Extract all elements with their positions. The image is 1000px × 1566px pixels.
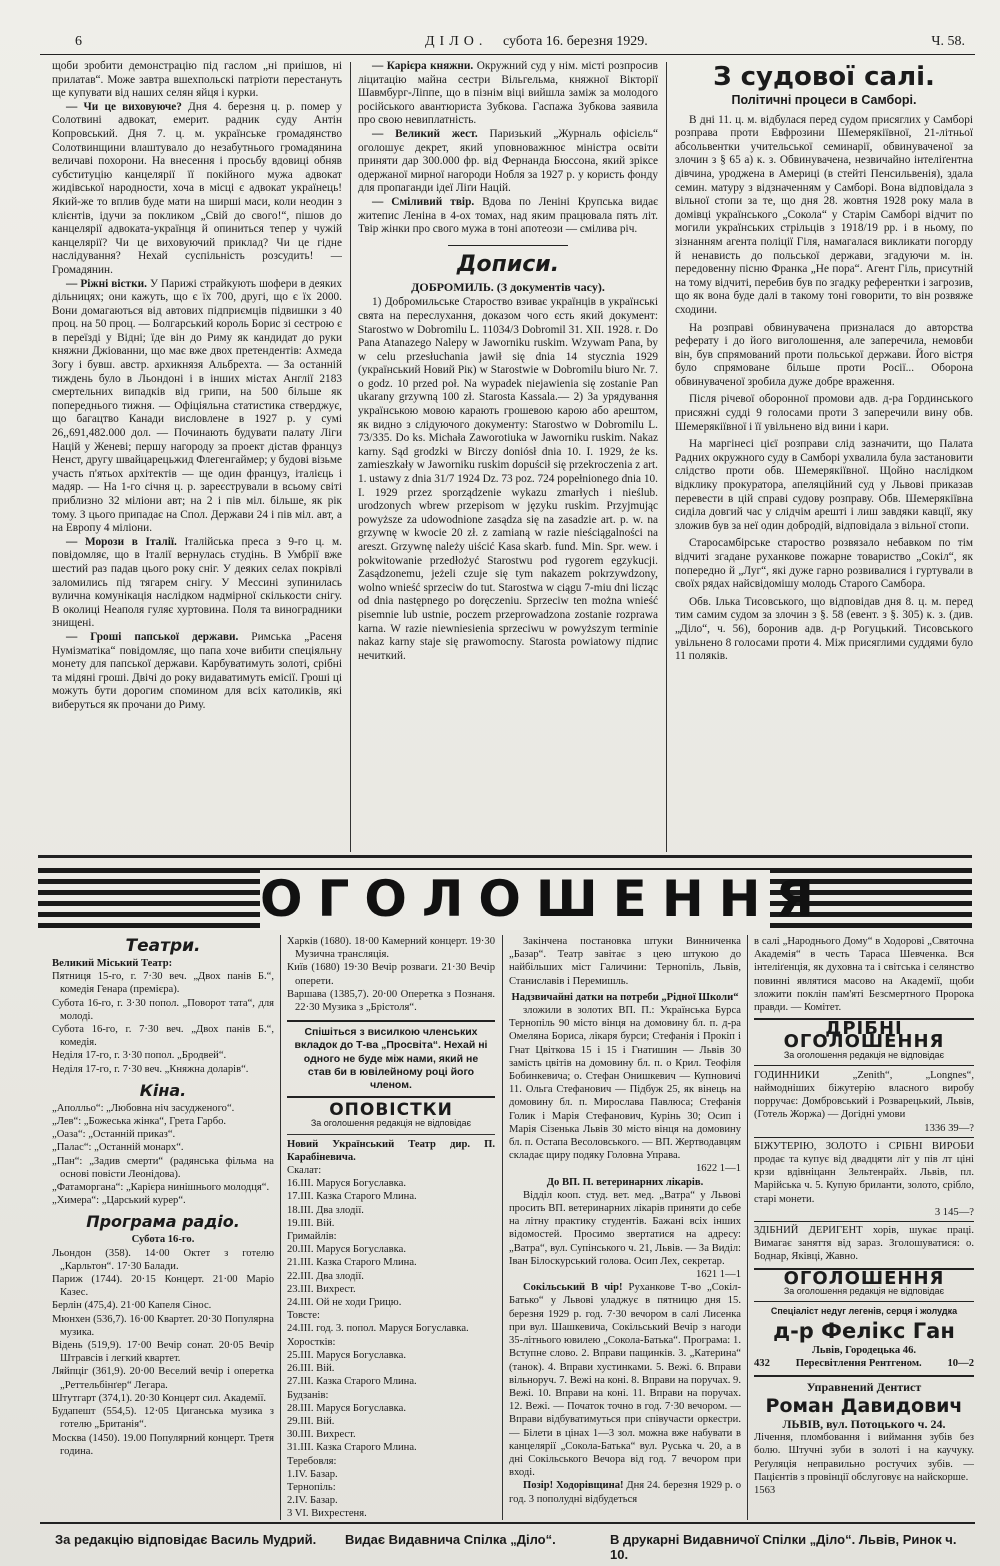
cinema-title: Кіна. bbox=[139, 1080, 187, 1100]
ad-jewelry: БІЖУТЕРІЮ, ЗОЛОТО і СРІБНІ ВИРОБИ продає та купує від двадцяти літ у пів лт ціні крзи вдівніцанн Зельтенрайх. Львів, пл. Марійська ч. 5. Купую бриланти, золото, срібло, старі монети. bbox=[754, 1140, 974, 1205]
doctor-hours: 10—2 bbox=[947, 1358, 974, 1370]
court-paragraph: На розправі обвинувачена призналася до авторства реферату і до його виголошення, але заперечила, немовби він, був спрямований проти польської держави. Його вістря було спрямоване більше проти Росії... Оборона обвинуваченої зробила дуже добре враження. bbox=[675, 321, 973, 388]
schedule-entry: Будзанів: bbox=[287, 1389, 329, 1401]
radio-listing: Варшава (1385,7). 20·00 Оперетка з Познаня. 22·30 Музика з „Брістоля“. bbox=[287, 988, 495, 1014]
ad-code: 1563 bbox=[754, 1484, 776, 1496]
radio-listing: Москва (1450). 19.00 Популярний концерт. Третя година. bbox=[52, 1432, 274, 1457]
schedule-entry: Скалат: bbox=[287, 1165, 322, 1177]
radio-listing: Париж (1744). 20·15 Концерт. 21·00 Маріо Казес. bbox=[52, 1274, 274, 1299]
classifieds-disclaimer: За оголошення редакція не відповідає bbox=[783, 1049, 945, 1060]
schedule-entry: 27.III. Казка Старого Млина. bbox=[287, 1376, 417, 1388]
radio-listing: Будапешт (554,5). 12·05 Циганська музика з готелю „Британія“. bbox=[52, 1406, 274, 1431]
court-title: З судової салі. bbox=[713, 62, 935, 92]
article-heading: — Гроші папської держави. bbox=[66, 630, 239, 643]
court-paragraph: В дні 11. ц. м. відбулася перед судом присяглих у Самборі розправа проти Евфрозини Шемерякіївної, 21-літньої абсольвентки учительської семинарії, обвинуваченої за злочин з § 65 а) к. з. Обвинувачена, незвичайно інтеліґентна дівчина, уроджена в Америці (в стейті Пенсильвенія), здала семин. матуру з відзначенням у Самборі. Вона відповідала з вільної стопи за те, що дня 28. жовтня 1928 року мала в домівці українського „Сокола“ у Старім Самборі відчит по могили українських стрільців з 1918/19 рр. і в ньому, по зізнанням агента поліції Гіля, намагалася викликати погорду й ненависть до польської держави, згадуючи м. ін. передовенну пісню Франка „Не пора“. Агент Гіль, присутній на тому відчиті, перебив був по згадку референтки і загрозив, що як вона буде далі в такому тоні говорити, то він розвяже сходини. bbox=[675, 113, 973, 316]
issue-number: Ч. 58. bbox=[931, 34, 965, 49]
column-notices bbox=[509, 935, 741, 1520]
ads-title: ОГОЛОШЕННЯ bbox=[783, 1267, 945, 1289]
article-heading: — Морози в Італії. bbox=[66, 535, 177, 548]
city-theatre: Великий Міський Театр: bbox=[52, 958, 173, 969]
article-tvir bbox=[358, 196, 658, 237]
notice-heading: До ВП. П. ветеринарних лікарів. bbox=[546, 1176, 704, 1188]
opovistky-title: ОПОВІСТКИ bbox=[329, 1100, 453, 1121]
schedule-entry: 1.IV. Базар. bbox=[287, 1468, 338, 1480]
article-rizhni-vistky bbox=[52, 278, 342, 536]
article-heading: — Ріжні вістки. bbox=[66, 277, 147, 290]
column-classifieds bbox=[754, 935, 974, 1520]
schedule-entry: Товсте: bbox=[287, 1310, 320, 1322]
notice-heading: Надзвичайні датки на потреби „Рідної Школи“ bbox=[511, 991, 739, 1003]
column-entertainment bbox=[52, 935, 274, 1515]
theatre-listing: Неділя 17-го, г. 7·30 веч. „Княжна доларів“. bbox=[52, 1063, 249, 1075]
cinema-listing: „Химера“: „Царський курер“. bbox=[52, 1195, 186, 1207]
article-zhest bbox=[358, 128, 658, 196]
radio-listing: Відень (519,9). 17·00 Вечір сонат. 20·05 Вечір Штравсів і легкий квартет. bbox=[52, 1340, 274, 1365]
column-divider bbox=[280, 935, 281, 1520]
court-paragraph: Обв. Ілька Тисовського, що відповідав дня 8. ц. м. перед тим самим судом за злочин з §. 58 (евент. з §. 305) к. з. (див. „Діло“, ч. 56), боронив адв. д-р Рогуцький. Тисовського увільнено 8 голосами проти 4. Між присяглими суддями було 11 поляків. bbox=[675, 595, 973, 663]
cinema-listing: „Аполльо“: „Любовна ніч засудженого“. bbox=[52, 1102, 235, 1114]
opovistky-disclaimer: За оголошення редакція не відповідає bbox=[310, 1118, 472, 1129]
radio-listing: Мюнхен (536,7). 16·00 Квартет. 20·30 Популярна музика. bbox=[52, 1313, 274, 1338]
doctor-address: Львів, Городецька 46. bbox=[811, 1345, 917, 1357]
footer-publisher: Видає Видавнича Спілка „Діло“. bbox=[345, 1532, 556, 1547]
article-intro: щоби зробити демонстрацію під гаслом „ні приішов, ні прилатав“. Може завтра вшехпольскі патріоти перестануть ще купувати від наших селян яйця і курки. bbox=[52, 60, 342, 100]
column-court bbox=[675, 62, 973, 850]
cinema-listing: „Палас“: „Останній монарх“. bbox=[52, 1142, 184, 1154]
column-divider bbox=[502, 935, 503, 1520]
article-heading: — Великий жест. bbox=[372, 127, 478, 140]
court-paragraph: Після річевої оборонної промови адв. д-ра Гординського присяжні судді 9 голосами проти 3 заперечили вину обв. Шемерякіївної і її увільнено від вини і кари. bbox=[675, 393, 973, 433]
schedule-entry: 24.III. год. 3. попол. Маруся Богуславка. bbox=[287, 1323, 469, 1335]
article-heading: — Сміливий твір. bbox=[372, 195, 475, 208]
article-body: Окружний суд у нім. місті розпросив ліцитацію майна сестри Вільгельма, княжної Вікторії Шавмбург-Ліппе, що в пізнім віці вийшла заміж за молодого російського авантюриста Зубкова. Гаспажа Зубкова заявила про свою невиплатність. bbox=[358, 60, 658, 127]
court-paragraph: Старосамбірське староство розвязало небавком по тім відчиті згадане руханкове пожарне товариство „Сокіл“, як попередно й „Луг“, які дуже гарно розвивалися і гуртували в своїх рядах найсвідомішу молодь Старого Самбора. bbox=[675, 537, 973, 591]
ad-watches: ГОДИННИКИ „Zenith“, „Longnes“, наймодніших біжутерію власного виробу порручає: Домбровський і Розварецький, Львів, (Готель Жоржа) — Догідні умови bbox=[754, 1069, 974, 1121]
footer-editor: За редакцію відповідає Василь Мудрий. bbox=[55, 1532, 317, 1547]
court-subtitle: Політичні процеси в Самборі. bbox=[731, 93, 917, 107]
schedule-entry: 19.III. Вій. bbox=[287, 1217, 335, 1229]
page-number: 6 bbox=[75, 34, 82, 49]
ads-banner bbox=[38, 868, 972, 930]
column-radio-opovistky bbox=[287, 935, 495, 1520]
theatre-listing: Пятниця 15-го, г. 7·30 веч. „Двох панів Б.“, комедія Генара (премієра). bbox=[52, 971, 274, 996]
ad-code: 1336 39—? bbox=[924, 1122, 974, 1134]
article-body: Італійська преса з 9-го ц. м. повідомляє, що в Італії вернулась студінь. В Умбрії вже шестий раз падав цього року сніг. У деяких селах покрівлі заломились під тягарем снігу. У Мессині зупинилась вулична комунікація наслідком надмірної скількости снігу. В околиці Неаполя гуляє хуртовина. Поля та виноградники знищені. bbox=[52, 535, 342, 630]
column-news-1 bbox=[52, 60, 342, 850]
doctor-name: д-р Фелікс Ган bbox=[773, 1319, 955, 1344]
dentist-title: Управнений Дентист bbox=[806, 1379, 922, 1394]
article-morozy bbox=[52, 536, 342, 631]
doctor-specialty: Спеціаліст недуг легенів, серця і жолудка bbox=[770, 1306, 958, 1317]
article-body: У Парижі страйкують шофери в деяких дільницях; они кажуть, що є їх 700, другі, що є їх 2000. Вони домагаються від автових підприємців підвишки з 40 проц. на 50 проц. — Болгарський король Борис зі сестрою є в переїзді у Відні; їде він до Риму як кандидат до руки княжни Джіованни, що має вже двох претендентів: Ахмеда Зогу і бувш. австр. архикнязя Альбрехта. — За останній тиждень було в Льондоні і в інших містах Англії 2183 смертельних випадків від грипи, на 500 більше як попереднього тижня. — Офіціяльна статистика стверджує, що багацтво Канади висловлене в 1927 р. у сумі 26,,691,482.000 дол. — Починають будувати палату Ліги Націй у Женеві; першу нагороду за проект дістав француз Ненст, другу швайцарецьжид Флегенгаймер; у будові візьме участь п'ятьох архітектів — ще один француз, італієць і мадяр. — На 1-го січня ц. р. зареєстрували в всьому світі приблизно 32 міліони авт; на 2 і пів міл. більше, як рік тому. З цього припадає на Спол. Держави 24 і пів міл. авт, а на Европу 4 міліони. bbox=[52, 277, 342, 535]
schedule-entry: 20.III. Маруся Богуславка. bbox=[287, 1244, 406, 1256]
schedule-entry: 3 VI. Вихрестеня. bbox=[287, 1508, 367, 1520]
schedule-entry: Хоростків: bbox=[287, 1336, 336, 1348]
schedule-entry: 23.III. Вихрест. bbox=[287, 1283, 356, 1295]
radio-day: Субота 16-го. bbox=[131, 1234, 195, 1246]
notice-heading: Позір! Ходорівщина! bbox=[523, 1480, 624, 1492]
article-body: Вдова по Леніні Крупська видає житепис Леніна в 4-ох томах, над яким працювала пять літ. Твір жінки про свого мужа в тоні апотеози — смілива річ. bbox=[358, 195, 658, 236]
cinema-listing: „Лев“: „Божеська жінка“, Грета Гарбо. bbox=[52, 1116, 227, 1128]
cinema-listing: „Оаза“: „Останній приказ“. bbox=[52, 1129, 176, 1141]
radio-list bbox=[52, 1247, 274, 1458]
radio-title: Програма радіо. bbox=[86, 1212, 240, 1232]
section-rule bbox=[448, 245, 568, 246]
schedule-entry: 17.III. Казка Старого Млина. bbox=[287, 1191, 417, 1203]
notice-body: Руханкове Т-во „Сокіл-Батько“ у Львові уладжує в пятницю дня 15. березня 1929 р. год. 7·30 вечором в салі Лисенка при вул. Шашкевича, Сокільський Вечір з нагоди 35-літнього ювилею „Сокола-Батька“. Програма: 1. Вступне слово. 2. Вправи пащинків. 3. „Катерина“ (танок). 4. Вправи хустинками. 5. Вежі. 6. Вправи вільноруч. 7. Вежі на коні. 8. Вправи на поручах. 9. Вежі. 10. Вправи на коні. 11. Вправи на поручах. 12. Вежі. — Початок точно в год. 7·30 вечором. — Вправи відбуватимуться при співучасти оркестри. — Білети в цінах 1—3 зол. можна вже набувати в канцелярії „Сокола-Батька“ вул. Руська ч. 20, а в дні Сокільського Вечора від год. 7 вечором при вході. bbox=[509, 1282, 741, 1479]
article-kariera bbox=[358, 60, 658, 128]
theatre-listing: Субота 16-го, г. 3·30 попол. „Поворот тата“, для молоді. bbox=[52, 997, 274, 1022]
article-heading: — Карієра княжни. bbox=[372, 60, 474, 72]
notice-body: Дня 24. березня 1929 р. о год. 3 пополудні відбудеться bbox=[509, 1480, 741, 1505]
article-body: Паризький „Журналь офісієль“ оголошує декрет, який уповноважнює міністра освіти приняти дар 300.000 фр. від Фернанда Бюссона, який зріксе одержаної мирної нагороди Нобля за 1927 р. у користь фонду для пропаганди ідеї Ліґи Націй. bbox=[358, 127, 658, 195]
ads-disclaimer: За оголошення редакція не відповідає bbox=[783, 1285, 945, 1296]
theatres-title: Театри. bbox=[125, 936, 201, 956]
article-body: Дня 4. березня ц. р. помер у Солотвині адвокат, емерит. радник суду Антін Копровський. Дня 7. ц. м. українське громадянство Солотвинщини влаштувало до незабутнього громадянина величаві похорони. На внесення і просьбу вдовиці обняв субституцію канцелярії її покійного мужа адвокат жидівської народности, хоча в місці є адвокат українець! Який-же то вплив буде мати на ширші маси, коли неодин з клієнтів, ідучи за покликом „Свій до свого!“, пішов до канцелярії адвоката-українця й опиниться тепер у чужій канцелярії? Чи це виховуючий приклад? Чи це гідне наслідування? Нехай суспільність розсудить! — Громадянин. bbox=[52, 100, 342, 276]
column-divider bbox=[666, 62, 667, 852]
cinema-listing: „Фатаморгана“: „Карієра нинішнього молодця“. bbox=[52, 1182, 270, 1194]
notice-ridna-shkola: зложили в золотих ВП. П.: Українська Бурса Тернопіль 90 місто вінця на домовину бл. п. д-ра Омеляна Бориса, лікаря бурси; Стефанія і Прокіп і Гнат Цвіткова 15 і 15 і Гнатишин — Львів 30 замість цвітів на домовину бл. п. о Крил. Теофіля Бобинкевича; о. Стефан Онишкевич — Купновичі 11. Ольга Стефанович — Підбуж 25, як вінець на домовину бл. п. Мирослава Павлюса; Стефанія Голик і Марія Стефанович, Курінь 30; Осип і Марія Сізенька Львів 30 місто вінця на домовину бл. п. Остапа Весоловського. — ВП. Жертводавцям складає щиру подяку Головна Управа. bbox=[509, 1005, 741, 1162]
footer-rule bbox=[40, 1522, 975, 1524]
notice-khodoriv bbox=[509, 1479, 741, 1505]
radio-listing: Київ (1680) 19·30 Вечір розваги. 21·30 Вечір оперети. bbox=[287, 962, 495, 987]
schedule-entry: 21.III. Казка Старого Млина. bbox=[287, 1257, 417, 1269]
schedule-entry: Тернопіль: bbox=[287, 1481, 336, 1493]
radio-listing: Харків (1680). 18·00 Камерний концерт. 19·30 Музична трансляція. bbox=[287, 936, 495, 961]
dentist-services: Лічення, пломбовання і виймання зубів без болю. Штучні зуби в золоті і на каучуку. Реґуляція неправильно ростучих зубів. — Пацієнтів з провінції обслуговує на найскорше. bbox=[754, 1432, 974, 1483]
doctor-xray: Пересвітлення Рентгеном. bbox=[795, 1358, 922, 1370]
cinema-list bbox=[52, 1102, 274, 1208]
prosvita-notice: Спішіться з висилкою членських вкладок до Т-ва „Просвіта“. Нехай ні одного не буде між нами, який не став би в ювілейному році його членом. bbox=[287, 1020, 495, 1098]
ad-code: 3 145—? bbox=[934, 1206, 974, 1218]
theatre-listing: Субота 16-го, г. 7·30 веч. „Двох панів Б.“, комедія. bbox=[52, 1024, 274, 1049]
radio-listing: Ляйпціг (361,9). 20·00 Веселий вечір і оперетка „Реттельбінґер“ Легара. bbox=[52, 1366, 274, 1391]
dobromyl-body: 1) Добромильське Староство взиває українців в українські свята на переслухання, доказом чого єсть який документ: Starostwo w Dobromilu L. 11034/3 Dobromil 31. XII. 1928. r. Do Pana Atanazego Nalepy w Jaworniku ruskim. Wzywam Pana, by w celu przesłuchania jawił się dnia 14 stycznia 1929 (український Новий Рік) w Starostwie w Dobromilu biuro Nr. 7. o godz. 10 przed poł. Na wypadek niejawienia się zostanie Pan ukarany grzywną 100 zł. Starosta Kassala.— 2) За урядування українською мовою карають грошевою карою або арештом, як видно з слідуючого документу: Starostwo w Dobromilu L. 73/335. Do ks. Michała Zaworotiuka w Jaworniku ruskim. Nakaz karny. Sąd grodzki w Birczy doniósł dnia 10. I. 1929, że ks. zamieszkały w Jaworniku ruskim dopuścił się przekroczenia z art. 1. ustawy z dnia 31/7 1924 Dz. 73 poz. 724 popełnionego dnia 10. I. 1929 przez sporządzenie wykazu zmarłych i nieślub. urodzonych wbrew przepisom w języku ruskim. Przyjmując powyższe za udowodnione zasądza się na zasadzie art. p. w. na grzywnę w kwocie 20 zł. z zamianą w razie nieściągalności na areszt. Grzywnę należy uiścić Kasa skarb. fund. Min. Spr. wew. i pokwitowanie przedłożyć Starostwu pod rygorem egzykucji. Zasądzonemu, jeżeli czuje się tym nakazem pokrzywdzony, wolno wnieść sprzeciw do tut. Starostwa w ciągu 7-miu dni licząc od dnia następnego po doręczeniu. Sprzeciw ten można wnieść pisemnie lub ustnie, poczem przeprowadzona zostanie rozprawa karna. W razie niewniesienia sprzeciwu w powyższym terminie nakaz karny staje się prawomocny. Starosta powiatowy підпис нечиткий. bbox=[358, 296, 658, 662]
schedule-entry: 18.III. Два злодії. bbox=[287, 1204, 364, 1216]
schedule-entry: 31.III. Казка Старого Млина. bbox=[287, 1442, 417, 1454]
theatre-listing: Неділя 17-го, г. 3·30 попол. „Бродвей“. bbox=[52, 1050, 227, 1062]
notice-heading: Сокільський В чір! bbox=[523, 1282, 623, 1294]
notice-code: 1621 1—1 bbox=[695, 1269, 741, 1281]
page-header bbox=[55, 28, 965, 52]
ads-banner-title: ОГОЛОШЕННЯ bbox=[260, 870, 830, 928]
article-groshi bbox=[52, 631, 342, 713]
ad-conductor: ЗДІБНИЙ ДЕРИГЕНТ хорів, шукає праці. Вимагає заняття від зараз. Зголошуватися: о. Боднар, Яківці, Жавно. bbox=[754, 1225, 974, 1263]
notice-sokil bbox=[509, 1281, 741, 1479]
schedule-entry: 29.III. Вій. bbox=[287, 1415, 335, 1427]
schedule-entry: Гримайлів: bbox=[287, 1231, 337, 1243]
schedule-entry: 30.III. Вихрест. bbox=[287, 1429, 356, 1441]
radio-listing: Берлін (475,4). 21·00 Капеля Сінос. bbox=[52, 1300, 212, 1312]
issue-date: субота 16. березня 1929. bbox=[503, 34, 648, 49]
tour-schedule bbox=[287, 1164, 495, 1520]
section-title-dopysy: Дописи. bbox=[456, 251, 560, 277]
court-paragraph: На маргінесі цієї розправи слід зазначити, що Палата Радних окружного суду в Самборі ухвалила була застановити слідство проти обв. Шемерякіївної. Щойно наслідком відклику прокуратора, апеляційний суд у Львові приказав перевести в цій справі судову розправу. Обв. Шемерякіївна сиділа довгий час у слідчім арешті і лиш завдяки кавції, яку зложив був за неї один добродій, відповідала з вільної стопи. bbox=[675, 438, 973, 532]
notice-vatra: Відділ кооп. студ. вет. мед. „Ватра“ у Львові просить ВП. ветеринарних лікарів приняти до себе на літну практику студентів. Бажані всіх інших відомостей. Просимо звертатися на адресу: „Ватра“, вул. Супінського ч. 21, Львів. — За Виділ: Іван Білоскурський голова. Осип Лех, секретар. bbox=[509, 1189, 741, 1267]
schedule-entry: 25.III. Маруся Богуславка. bbox=[287, 1349, 406, 1361]
ad-code: 432 bbox=[754, 1358, 770, 1370]
column-divider bbox=[747, 935, 748, 1520]
dentist-name: Роман Давидович bbox=[765, 1394, 963, 1417]
column-news-2 bbox=[358, 60, 658, 850]
schedule-entry: 2.IV. Базар. bbox=[287, 1495, 338, 1507]
schedule-entry: Теребовля: bbox=[287, 1455, 337, 1467]
radio-listing: Льондон (358). 14·00 Октет з готелю „Карльтон“. 17·30 Балади. bbox=[52, 1247, 274, 1272]
notice-bazar: Закінчена постановка штуки Винниченка „Базар“. Театр завітає з цею штукою до найбільших міст Галичини: Тернопіль, Львів, Станиславів і Перемишль. bbox=[509, 936, 741, 987]
dentist-address: ЛЬВІВ, вул. Потоцького ч. 24. bbox=[782, 1416, 946, 1431]
banner-top-rule bbox=[38, 855, 972, 858]
article-body: Римська „Расеня Нумізматіка“ повідомляє, що папа хоче вибити спеціяльну монету для папської держави. Карбуватимуть золоті, срібні та мідяні гроші. Двічі до року видаватимуть емісії. Гроші ці можуть бути дорогим спомином для всіх католиків, які виберуться як прочани до Риму. bbox=[52, 630, 342, 711]
article-vykhovuyuche bbox=[52, 101, 342, 278]
schedule-entry: 28.III. Маруся Богуславка. bbox=[287, 1402, 406, 1414]
schedule-entry: 24.III. Ой не ходи Грицю. bbox=[287, 1297, 402, 1309]
theatre-list bbox=[52, 970, 274, 1076]
article-heading: — Чи це виховуюче? bbox=[66, 100, 182, 113]
cinema-listing: „Пан“: „Задив смерти“ (радянська фільма на основі повісти Леонідова). bbox=[52, 1155, 274, 1180]
column-divider bbox=[350, 62, 351, 852]
dobromyl-heading: ДОБРОМИЛЬ. (З документів часу). bbox=[411, 279, 605, 294]
notice-academy: в салі „Народнього Дому“ в Ходорові „Святочна Академія“ в честь Тараса Шевченка. Вся інтеліґенція, як духовна та і світська і селянство повинні являтися масово на Академії, щоби зложити поклін пам'яті Безсмертного Пророка правди. — Комітет. bbox=[754, 936, 974, 1014]
newspaper-name: ДІЛО. bbox=[425, 34, 488, 49]
theatre-tour-heading: Новий Український Театр дир. П. Карабіневича. bbox=[287, 1138, 495, 1163]
header-rule bbox=[40, 54, 975, 55]
schedule-entry: 16.III. Маруся Богуславка. bbox=[287, 1178, 406, 1190]
classifieds-title: ДРІБНІ ОГОЛОШЕННЯ bbox=[783, 1018, 945, 1053]
schedule-entry: 22.III. Два злодії. bbox=[287, 1270, 364, 1282]
radio-list-2 bbox=[287, 935, 495, 1014]
footer-printer: В друкарні Видавничої Спілки „Діло“. Львів, Ринок ч. 10. bbox=[610, 1532, 957, 1562]
schedule-entry: 26.III. Вій. bbox=[287, 1363, 335, 1375]
doctor-xray-row bbox=[754, 1357, 974, 1370]
notice-code: 1622 1—1 bbox=[695, 1163, 741, 1175]
radio-listing: Штутгарт (374,1). 20·30 Концерт сил. Академії. bbox=[52, 1392, 267, 1404]
